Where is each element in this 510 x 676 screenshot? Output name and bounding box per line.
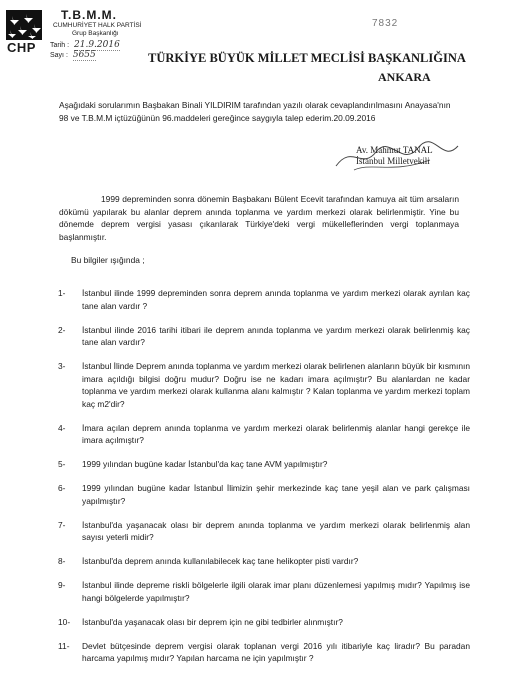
question-text: İstanbul'da deprem anında kullanılabilecek kaç tane helikopter pisti vardır?	[82, 556, 359, 566]
date-label: Tarih :	[50, 42, 70, 49]
group-name: Grup Başkanlığı	[72, 30, 119, 37]
question-item	[58, 324, 470, 349]
question-number: 6-	[58, 483, 66, 493]
document-city: ANKARA	[378, 70, 431, 84]
question-text: İstanbul ilinde 1999 depreminden sonra deprem anında toplanma ve yardım merkezi olarak ayrılan kaç tane alan vardır ?	[82, 288, 470, 311]
question-text: 1999 yılından bugüne kadar İstanbul İlimizin şehir merkezinde kaç tane yeşil alan ve park çalışması yapılmıştır?	[82, 483, 470, 506]
intro-text: Aşağıdaki sorularımın Başbakan Binali YILDIRIM tarafından yazılı olarak cevaplandırılmasını Anayasa'nın 98 ve T.B.M.M içtüzüğünün 96.maddeleri gereğince saygıyla talep ederim.20.09.2016	[59, 100, 451, 123]
party-name: CUMHURİYET HALK PARTİSİ	[53, 22, 142, 29]
question-item	[58, 360, 470, 410]
signature-block	[356, 145, 433, 167]
date-value: 21.9.2016	[74, 40, 120, 50]
number-row	[50, 50, 96, 60]
document-title: TÜRKİYE BÜYÜK MİLLET MECLİSİ BAŞKANLIĞINA	[148, 51, 466, 65]
question-item	[58, 616, 470, 629]
lead-text: Bu bilgiler ışığında ;	[71, 255, 145, 265]
question-number: 1-	[58, 288, 66, 298]
question-number: 10-	[58, 616, 71, 627]
question-number: 9-	[58, 580, 66, 590]
question-item	[58, 640, 470, 665]
question-item	[58, 519, 470, 544]
question-number: 5-	[58, 459, 66, 469]
letterhead-title: T.B.M.M.	[61, 8, 117, 22]
date-row	[50, 40, 120, 50]
signer-name: Av. Mahmut TANAL	[356, 145, 433, 155]
question-item	[58, 422, 470, 447]
page-mark: 7832	[372, 18, 399, 29]
question-item	[58, 287, 470, 312]
question-text: İstanbul ilinde depreme riskli bölgelerle ilgili olarak imar planı düzenlemesi yapılmış mıdır? Yapılmış ise hangi bölgelerde yapılmıştır?	[82, 580, 470, 603]
question-number: 7-	[58, 519, 66, 530]
question-text: İstanbul'da yaşanacak olası bir deprem için ne gibi tedbirler alınmıştır?	[82, 616, 343, 627]
question-number: 2-	[58, 324, 66, 335]
question-number: 11-	[58, 640, 70, 651]
question-text: Devlet bütçesinde deprem vergisi olarak toplanan vergi 2016 yılı itibariyle kaç liradır? Bu paradan harcama yapılmış mıdır? Yapılan harcama ne için yapılmıştır ?	[82, 640, 470, 663]
question-number: 4-	[58, 422, 66, 433]
question-text: İstanbul ilinde 2016 tarihi itibari ile deprem anında toplanma ve yardım merkezi olarak belirlenmiş kaç tane alan vardır?	[82, 324, 470, 347]
question-item	[58, 579, 470, 604]
question-number: 3-	[58, 361, 66, 371]
question-text: 1999 yılından bugüne kadar İstanbul'da kaç tane AVM yapılmıştır?	[82, 459, 328, 469]
number-value: 5655	[72, 50, 96, 60]
paragraph-text: 1999 depreminden sonra dönemin Başbakanı Bülent Ecevit tarafından kamuya ait tüm arsaların dökümü yapılarak bu alanlar deprem anında toplanma ve yardım merkezi olarak belirlenmiştir. Yine bu dönemde deprem vergisi yasası çıkarılarak Türkiye'deki vergi mükelleflerinden vergi toplanmaya başlanmıştır.	[59, 194, 459, 242]
number-label: Sayı :	[50, 52, 68, 59]
chp-logo-text: CHP	[7, 40, 36, 55]
body-paragraph	[59, 193, 459, 267]
question-text: İstanbul İlinde Deprem anında toplanma ve yardım merkezi olarak belirlenen alanların büyük bir kısmının imara açıldığı bilgisi doğru mudur? Doğru ise ne kadarı imara açılmıştır? Bu alanlardan ne kadar toplanma ve yardım merkezi olarak kullanma alanı kalmıştır ? Kalan toplanma ve yardım merkezi toplam kaç m2'dir?	[82, 361, 470, 409]
question-item	[58, 482, 470, 507]
question-text: İstanbul'da yaşanacak olası bir deprem anında toplanma ve yardım merkezi olarak belirlenmiş alan sayısı yeterli midir?	[82, 519, 470, 542]
question-text: İmara açılan deprem anında toplanma ve yardım merkezi olarak belirlenmiş alanlar hangi gerekçe ile imara açılmıştır?	[82, 422, 470, 445]
question-item	[58, 458, 470, 471]
signer-role: İstanbul Milletvekili	[356, 156, 430, 166]
question-list	[58, 287, 470, 676]
question-number: 8-	[58, 556, 66, 566]
question-item	[58, 555, 470, 568]
